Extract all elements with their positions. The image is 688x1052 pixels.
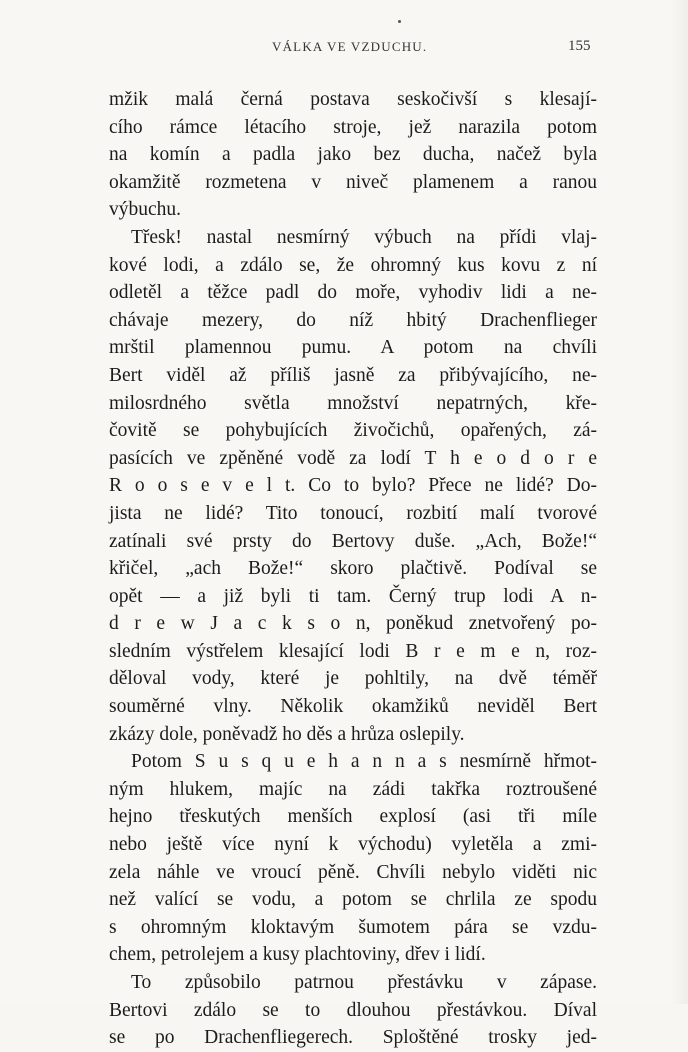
text-line: milosrdného světla množství nepatrných, kře- — [109, 392, 597, 414]
text-line: se po Drachenfliegerech. Sploštěné trosky jed- — [109, 1027, 597, 1049]
text-line: jista ne lidé? Tito tonoucí, rozbití malí tvorové — [109, 502, 597, 524]
text-line: opět — a již byli ti tam. Černý trup lodi A n- — [109, 585, 597, 607]
text-line: mrštil plamennou pumu. A potom na chvíli — [109, 337, 597, 359]
text-line: než valící se vodu, a potom se chrlila ze spodu — [109, 889, 597, 911]
text-line: ným hlukem, majíc na zádi takřka roztroušené — [109, 778, 597, 800]
text-line: čovitě se pohybujících živočichů, opařených, zá- — [109, 420, 597, 442]
body-text — [109, 86, 597, 1052]
text-line: d r e w J a c k s o n, poněkud znetvořený po- — [109, 613, 597, 635]
page-edge-shadow — [670, 0, 688, 1004]
running-title: VÁLKA VE VZDUCHU. — [272, 39, 428, 54]
text-line: zatínali své prsty do Bertovy duše. „Ach, Bože!“ — [109, 530, 597, 552]
text-line: na komín a padla jako bez ducha, načež byla — [109, 144, 597, 166]
text-line: souměrné vlny. Několik okamžiků neviděl Bert — [109, 696, 597, 718]
text-line: Bert viděl až příliš jasně za přibývajícího, ne- — [109, 364, 597, 386]
paragraph-start-line: Třesk! nastal nesmírný výbuch na přídi vlaj- — [131, 226, 597, 248]
text-line: zkázy dole, poněvadž ho děs a hrůza oslepily. — [109, 723, 465, 745]
page-number: 155 — [568, 38, 591, 54]
text-line: cího rámce létacího stroje, jež narazila potom — [109, 116, 597, 138]
text-line: chem, petrolejem a kusy plachtoviny, dřev i lidí. — [109, 944, 486, 966]
paragraph-start-line: Potom S u s q u e h a n n a s nesmírně hřmot- — [131, 751, 597, 773]
text-line: mžik malá černá postava seskočivší s klesají- — [109, 89, 597, 110]
ink-speck — [398, 20, 401, 23]
text-line: okamžitě rozmetena v niveč plamenem a ranou — [109, 171, 597, 193]
text-line: nebo ještě více nyní k východu) vyletěla a zmi- — [109, 834, 597, 856]
text-line: výbuchu. — [109, 199, 182, 221]
text-line: zela náhle ve vroucí pěně. Chvíli nebylo viděti nic — [109, 861, 597, 883]
text-line: děloval vody, které je pohltily, na dvě téměř — [109, 668, 597, 690]
text-line: hejno třeskutých menších explosí (asi tři míle — [109, 806, 597, 828]
text-line: sledním výstřelem klesající lodi B r e m e n, roz- — [109, 640, 597, 662]
text-line: odletěl a těžce padl do moře, vyhodiv lidi a ne- — [109, 282, 597, 304]
text-line: kové lodi, a zdálo se, že ohromný kus kovu z ní — [109, 254, 597, 276]
text-line: křičel, „ach Bože!“ skoro plačtivě. Podíval se — [109, 558, 597, 580]
text-line: pasících ve zpěněné vodě za lodí T h e o d o r e — [109, 447, 597, 469]
text-line: Bertovi zdálo se to dlouhou přestávkou. Díval — [109, 999, 597, 1021]
text-line: chávaje mezery, do níž hbitý Drachenflieger — [109, 309, 597, 331]
text-line: s ohromným kloktavým šumotem pára se vzdu- — [109, 916, 597, 938]
paragraph-start-line: To způsobilo patrnou přestávku v zápase. — [131, 972, 597, 993]
text-line: R o o s e v e l t. Co to bylo? Přece ne lidé? Do- — [109, 475, 597, 497]
